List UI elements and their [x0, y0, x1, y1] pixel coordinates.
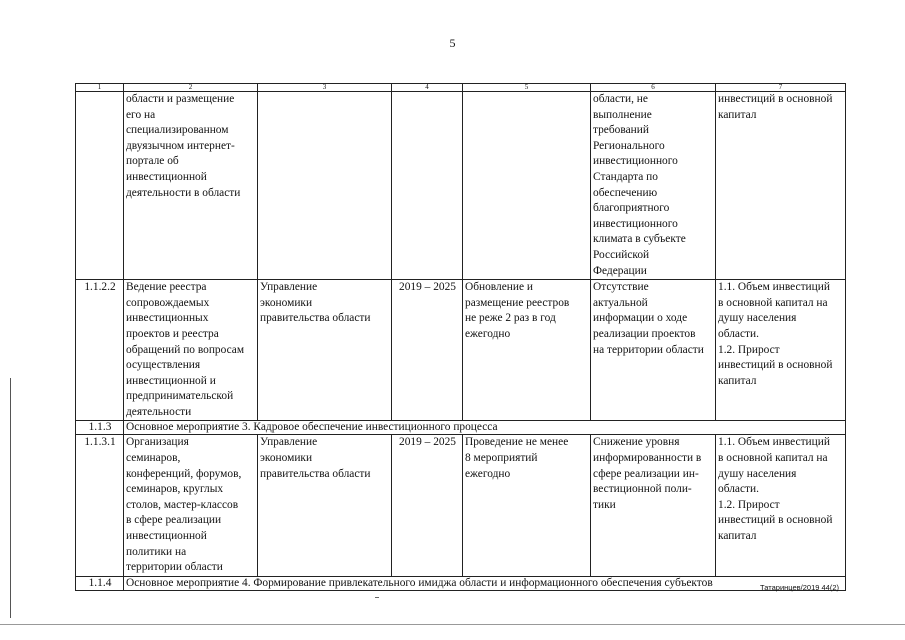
cell-line: Снижение уровня — [593, 436, 680, 449]
cell-line: 1.2. Прирост — [718, 498, 780, 511]
years-cell: 2019 – 2025 — [392, 435, 463, 576]
cell-line: Организация — [126, 436, 189, 449]
cell-line: Обновление и — [465, 281, 533, 294]
executor-cell — [258, 435, 392, 576]
cell-line: области. — [718, 483, 759, 496]
footer-dash — [375, 597, 379, 598]
column-number-6: 6 — [591, 84, 716, 92]
cell-line: правительства области — [260, 312, 371, 325]
bottom-rule — [0, 624, 905, 625]
cell-line: территории области — [126, 561, 223, 574]
cell-line: 8 мероприятий — [465, 452, 538, 465]
cell-line: информации о ходе — [593, 312, 688, 325]
column-number-4: 4 — [392, 84, 463, 92]
cell-line: актуальной — [593, 296, 648, 309]
cell-line: деятельности в области — [126, 186, 241, 199]
section-title: Основное мероприятие 3. Кадровое обеспечение инвестиционного процесса — [124, 421, 846, 435]
cell-line: области и размещение — [126, 93, 235, 105]
cell-line: области. — [718, 327, 759, 340]
cell-line: ежегодно — [465, 327, 511, 340]
section-row — [76, 421, 846, 435]
cell-line: портале об — [126, 155, 179, 168]
event-cell — [124, 92, 258, 280]
cell-line: столов, мастер-классов — [126, 498, 239, 511]
indicator-cell — [716, 92, 846, 280]
executor-cell — [258, 280, 392, 421]
result-cell — [463, 435, 591, 576]
cell-line: ежегодно — [465, 467, 511, 480]
column-number-1: 1 — [76, 84, 124, 92]
cell-line: 1.2. Прирост — [718, 343, 780, 356]
cell-line: инвестиций в основной — [718, 359, 833, 372]
cell-line: инвестиций в основной — [718, 514, 833, 527]
cell-line: политики на — [126, 545, 187, 558]
event-cell — [124, 435, 258, 576]
row-number: 1.1.3 — [76, 421, 124, 435]
cell-line: тики — [593, 498, 616, 511]
cell-line: капитал — [718, 374, 757, 387]
column-number-5: 5 — [463, 84, 591, 92]
cell-line: конференций, форумов, — [126, 467, 242, 480]
cell-line: сфере реализации ин- — [593, 467, 699, 480]
table-row — [76, 280, 846, 421]
cell-line: Регионального — [593, 139, 665, 152]
event-cell — [124, 280, 258, 421]
cell-line: Федерации — [593, 264, 647, 277]
page-number: 5 — [449, 36, 456, 50]
section-row — [76, 576, 846, 590]
cell-line: Отсутствие — [593, 281, 649, 294]
indicator-cell — [716, 280, 846, 421]
cell-line: на территории области — [593, 343, 704, 356]
cell-line: информированности в — [593, 452, 702, 465]
cell-line: Ведение реестра — [126, 281, 207, 294]
cell-line: сопровождаемых — [126, 296, 210, 309]
cell-line: предпринимательской — [126, 390, 234, 403]
column-number-7: 7 — [716, 84, 846, 92]
result-cell — [463, 92, 591, 280]
executor-cell — [258, 92, 392, 280]
column-number-3: 3 — [258, 84, 392, 92]
cell-line: Российской — [593, 248, 650, 261]
cell-line: обеспечению — [593, 186, 658, 199]
years-cell — [392, 92, 463, 280]
years-cell: 2019 – 2025 — [392, 280, 463, 421]
cell-line: семинаров, — [126, 452, 181, 465]
consequence-cell — [591, 435, 716, 576]
cell-line: семинаров, круглых — [126, 483, 224, 496]
cell-line: не реже 2 раз в год — [465, 312, 556, 325]
cell-line: душу населения — [718, 467, 797, 480]
cell-line: реализации проектов — [593, 327, 696, 340]
cell-line: деятельности — [126, 405, 192, 418]
cell-line: Управление — [260, 281, 318, 294]
cell-line: инвестиционного — [593, 217, 678, 230]
cell-line: экономики — [260, 452, 313, 465]
row-number: 1.1.4 — [76, 576, 124, 590]
row-number: 1.1.3.1 — [76, 435, 124, 576]
result-cell — [463, 280, 591, 421]
cell-line: инвестиций в основной — [718, 93, 833, 105]
row-number — [76, 92, 124, 280]
cell-line: осуществления — [126, 359, 201, 372]
cell-line: в основной капитал на — [718, 452, 828, 465]
cell-line: двуязычном интернет- — [126, 139, 235, 152]
table-row — [76, 92, 846, 280]
document-code: Татаринцев/2019 44(2) — [760, 583, 840, 592]
table-row — [76, 435, 846, 576]
cell-line: Управление — [260, 436, 318, 449]
cell-line: капитал — [718, 530, 757, 543]
cell-line: вестиционной поли- — [593, 483, 692, 496]
cell-line: инвестиционных — [126, 312, 209, 325]
cell-line: инвестиционной и — [126, 374, 216, 387]
cell-line: экономики — [260, 296, 313, 309]
cell-line: в основной капитал на — [718, 296, 828, 309]
indicator-cell — [716, 435, 846, 576]
section-title: Основное мероприятие 4. Формирование привлекательного имиджа области и информационного обеспечения субъектов — [124, 576, 846, 590]
program-table — [75, 83, 846, 591]
consequence-cell — [591, 92, 716, 280]
cell-line: инвестиционной — [126, 530, 207, 543]
column-number-2: 2 — [124, 84, 258, 92]
cell-line: его на — [126, 108, 156, 121]
cell-line: требований — [593, 124, 649, 137]
consequence-cell — [591, 280, 716, 421]
cell-line: проектов и реестра — [126, 327, 219, 340]
cell-line: обращений по вопросам — [126, 343, 245, 356]
cell-line: Стандарта по — [593, 170, 658, 183]
cell-line: душу населения — [718, 312, 797, 325]
cell-line: инвестиционной — [126, 170, 207, 183]
column-number-row — [76, 84, 846, 92]
cell-line: 1.1. Объем инвестиций — [718, 281, 830, 294]
cell-line: инвестиционного — [593, 155, 678, 168]
row-number: 1.1.2.2 — [76, 280, 124, 421]
cell-line: в сфере реализации — [126, 514, 222, 527]
cell-line: климата в субъекте — [593, 233, 686, 246]
cell-line: Проведение не менее — [465, 436, 569, 449]
cell-line: благоприятного — [593, 202, 670, 215]
cell-line: 1.1. Объем инвестиций — [718, 436, 830, 449]
cell-line: размещение реестров — [465, 296, 570, 309]
cell-line: выполнение — [593, 108, 652, 121]
cell-line: правительства области — [260, 467, 371, 480]
cell-line: капитал — [718, 108, 757, 121]
cell-line: специализированном — [126, 124, 229, 137]
scan-margin-line — [10, 378, 11, 618]
cell-line: области, не — [593, 93, 648, 105]
